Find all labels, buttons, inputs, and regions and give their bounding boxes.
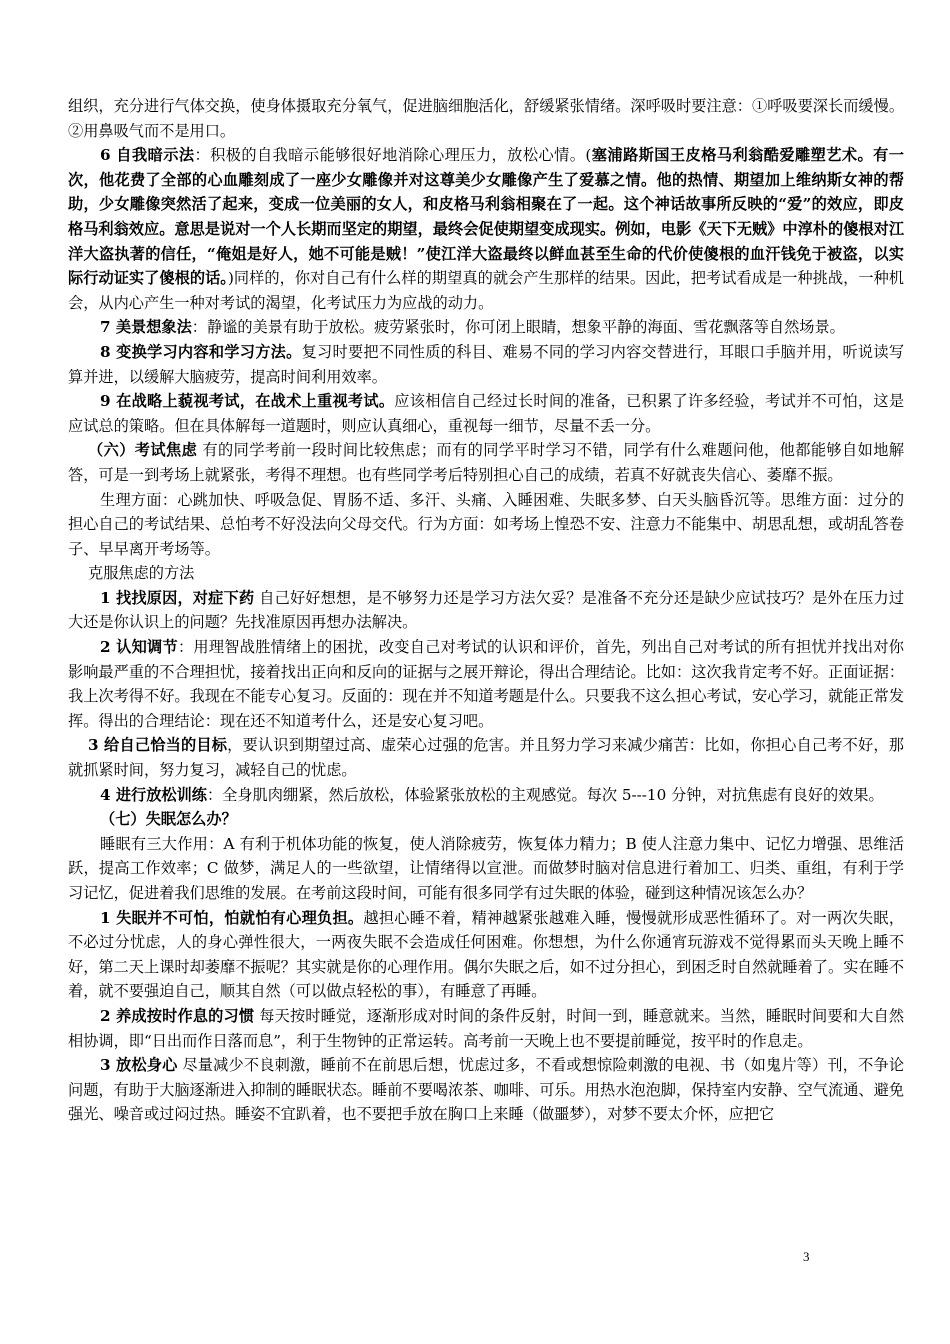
text-find-cause: 自己好好想想，是不够努力还是学习方法欠妥？是准备不充分还是缺少应试技巧？是外在压力过大还是你认识上的问题？先找准原因再想办法解决。 [68,588,905,632]
text-pygmalion-story: 塞浦路斯国王皮格马利翁酷爱雕塑艺术。有一次，他花费了全部的心血雕刻成了一座少女雕像并对这尊美少女雕像产生了爱慕之情。他的热情、期望加上维纳斯女神的帮助，少女雕像突然活了起来，变成一位美丽的女人，和皮格马利翁相聚在了一起。这个神话故事所反映的“爱”的效应，即皮格马利翁效应。意思是说对一个人长期而坚定的期望，最终会促使期望变成现实。例如，电影《天下无贼》中淳朴的傻根对江洋大盗执著的信任，“俺姐是好人，她不可能是贼！”使江洋大盗最终以鲜血甚至生命的代价使傻根的血汗钱免于被盗，以实际行动证实了傻根的话。 [68,146,904,288]
text-scenery: ：静谧的美景有助于放松。疲劳紧张时，你可闭上眼睛，想象平静的海面、雪花飘落等自然场景。 [191,318,845,337]
text-relax-training: ：全身肌肉绷紧，然后放松，体验紧张放松的主观感觉。每次 5---10 分钟，对抗焦虑有良好的效果。 [206,785,884,804]
page-number: 3 [803,1249,810,1264]
paragraph-relax-training [68,783,904,808]
heading-insomnia [68,807,904,832]
text-cognitive: ：用理智战胜情绪上的困扰，改变自己对考试的认识和评价，首先，列出自己对考试的所有担忧并找出对你影响最严重的不合理担忧，接着找出正向和反向的证据与之展开辩论，得出合理结论。比如：这次我肯定考不好。正面证据：我上次考得不好。我现在不能专心复习。反面的：现在并不知道考题是什么。只要我不这么担心考试，安心学习，就能正常发挥。得出的合理结论：现在还不知道考什么，还是安心复习吧。 [68,638,904,730]
paragraph-symptoms: 生理方面：心跳加快、呼吸急促、胃肠不适、多汗、头痛、入睡困难、失眠多梦、白天头脑昏沉等。思维方面：过分的担心自己的考试结果、总怕考不好没法向父母交代。行为方面：如考场上惶恐不安、注意力不能集中、胡思乱想，或胡乱答卷子、早早离开考场等。 [68,490,904,558]
heading-study-switch: 8 变换学习内容和学习方法。 [100,342,302,361]
heading-relax-training: 4 进行放松训练 [100,785,207,804]
text-exam-anxiety: 有的同学考前一段时间比较焦虑；而有的同学平时学习不错，同学有什么难题问他，他都能够自如地解答，可是一到考场上就紧张，考得不理想。也有些同学考后特别担心自己的成绩，若真不好就丧失信心、萎靡不振。 [68,441,905,484]
text-relax-body: 尽量减少不良刺激，睡前不在前思后想，忧虑过多，不看或想惊险刺激的电视、书（如鬼片等）刊，不争论问题，有助于大脑逐渐进入抑制的睡眠状态。睡前不要喝浓茶、咖啡、可乐。用热水泡泡脚，保持室内安静、空气流通、避免强光、噪音或过闷过热。睡姿不宜趴着，也不要把手放在胸口上来睡（做噩梦），对梦不要太介怀，应把它 [68,1056,905,1124]
paragraph-find-cause [68,586,904,635]
heading-strategy: 9 在战略上藐视考试，在战术上重视考试。 [100,392,395,411]
heading-no-fear: 1 失眠并不可怕，怕就怕有心理负担。 [100,908,364,927]
heading-self-suggestion: 6 自我暗示法 [100,146,195,165]
paragraph-no-fear [68,906,904,1004]
paragraph-exam-anxiety [68,438,904,487]
heading-scenery: 7 美景想象法 [100,318,192,337]
heading-schedule: 2 养成按时作息的习惯 [100,1006,255,1025]
text-strategy: 应该相信自己经过长时间的准备，已积累了许多经验，考试并不可怕，这是应试总的策略。但在具体解每一道题时，则应认真细心，重视每一细节，尽量不丢一分。 [68,392,905,435]
heading-cognitive: 2 认知调节 [100,638,178,657]
paragraph-sleep-functions: 睡眠有三大作用：A 有利于机体功能的恢复，使人消除疲劳，恢复体力精力；B 使人注意力集中、记忆力增强、思维活跃，提高工作效率；C 做梦，满足人的一些欲望，让情绪得以宣泄。而做梦时脑对信息进行着加工、归类、重组，有利于学习记忆，促进着我们思维的发展。在考前这段时间，可能有很多同学有过失眠的体验，碰到这种情况该怎么办？ [68,834,904,902]
paragraph-strategy [68,389,904,438]
text-self-suggestion-outro: )同样的，你对自己有什么样的期望真的就会产生那样的结果。因此，把考试看成是一种挑战，一种机会，从内心产生一种对考试的渴望，化考试压力为应战的动力。 [68,269,904,312]
heading-relax-body: 3 放松身心 [100,1056,178,1075]
paragraph-breathing: 组织，充分进行气体交换，使身体摄取充分氧气，促进脑细胞活化，舒缓紧张情绪。深呼吸时要注意：①呼吸要深长而缓慢。 ②用鼻吸气而不是用口。 [68,97,904,140]
heading-insomnia-text: （七）失眠怎么办？ [100,810,237,829]
paragraph-schedule [68,1004,904,1053]
paragraph-cognitive [68,635,904,733]
heading-goal: 3 给自己恰当的目标 [88,736,228,755]
heading-exam-anxiety: （六）考试焦虑 [88,441,198,460]
text-study-switch: 复习时要把不同性质的科目、难易不同的学习内容交替进行，耳眼口手脑并用，听说读写算并进，以缓解大脑疲劳，提高时间利用效率。 [68,342,905,386]
paragraph-scenery [68,315,904,340]
paragraph-relax-body [68,1053,904,1127]
paragraph-goal [68,733,904,782]
paragraph-study-switch [68,340,904,389]
text-self-suggestion-intro: ：积极的自我暗示能够很好地消除心理压力，放松心情。( [194,146,592,165]
text-no-fear: 越担心睡不着，精神越紧张越难入睡，慢慢就形成恶性循环了。对一两次失眠，不必过分忧虑，人的身心弹性很大，一两夜失眠不会造成任何困难。你想想，为什么你通宵玩游戏不觉得累而头天晚上睡不好，第二天上课时却萎靡不振呢？其实就是你的心理作用。偶尔失眠之后，如不过分担心，到困乏时自然就睡着了。实在睡不着，就不要强迫自己，顺其自然（可以做点轻松的事），有睡意了再睡。 [68,908,905,1001]
text-schedule: 每天按时睡觉，逐渐形成对时间的条件反射，时间一到，睡意就来。当然，睡眠时间要和大自然相协调，即“日出而作日落而息”，利于生物钟的正常运转。高考前一天晚上也不要提前睡觉，按平时的作息走。 [68,1006,905,1050]
document-page [68,94,904,1127]
heading-find-cause: 1 找找原因，对症下药 [100,588,255,607]
paragraph-self-suggestion [68,143,904,315]
heading-overcome-anxiety: 克服焦虑的方法 [88,564,195,583]
text-goal: ，要认识到期望过高、虚荣心过强的危害。并且努力学习来减少痛苦：比如，你担心自己考不好，那就抓紧时间，努力复习，减轻自己的忧虑。 [68,736,904,780]
